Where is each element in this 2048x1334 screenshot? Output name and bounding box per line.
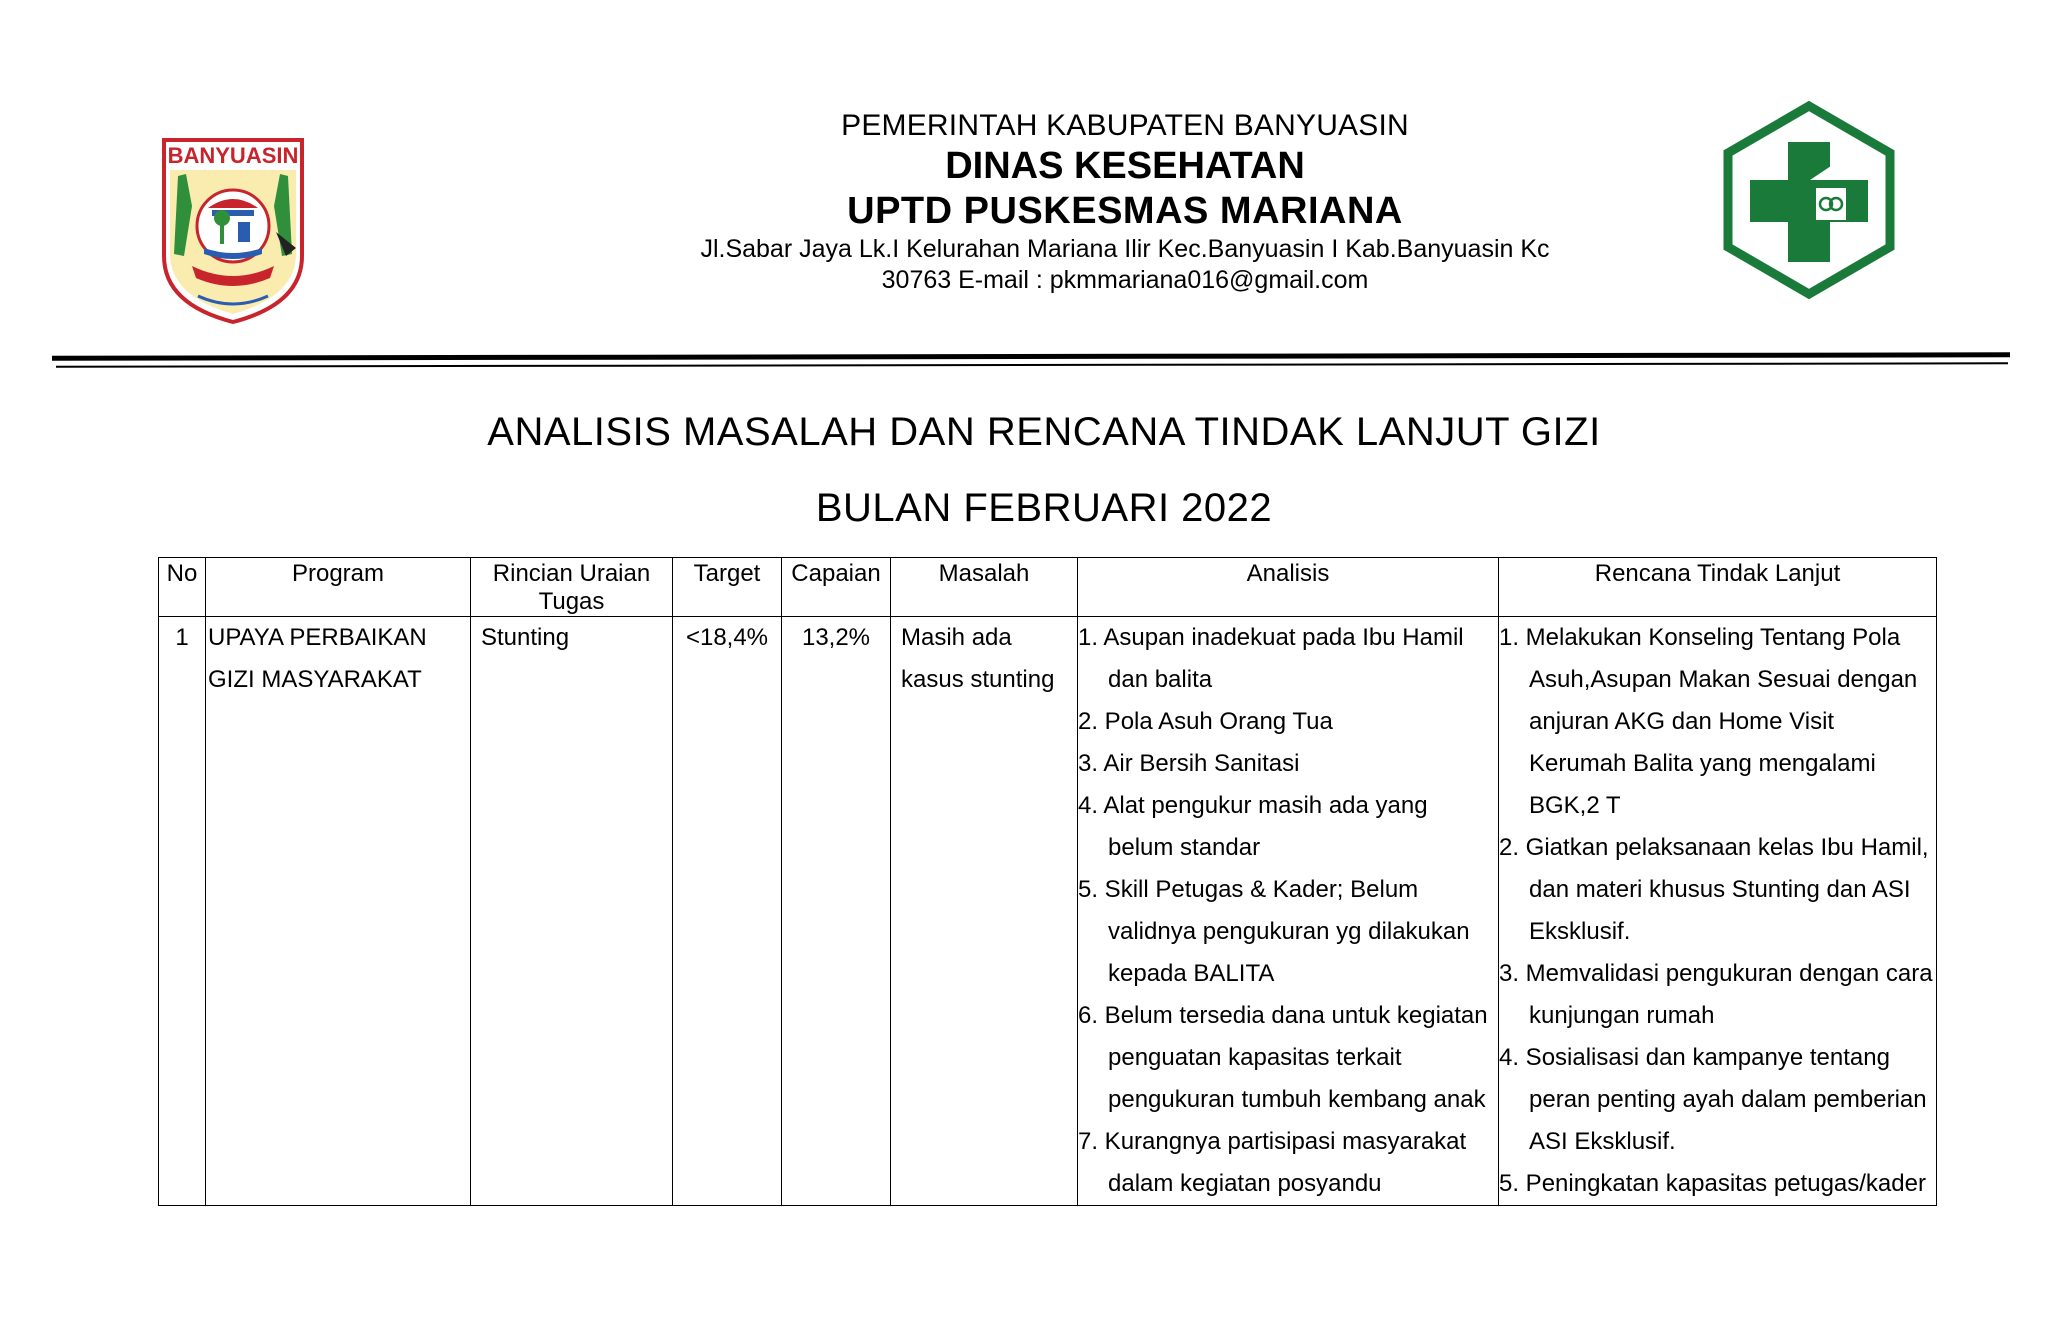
- document-title: ANALISIS MASALAH DAN RENCANA TINDAK LANJUT GIZI: [487, 410, 1601, 454]
- kemenkes-hexagon-logo: [1714, 100, 1904, 300]
- cell-program: UPAYA PERBAIKAN GIZI MASYARAKAT: [206, 617, 471, 1206]
- letterhead-rule-thick: [52, 352, 2010, 360]
- banyuasin-crest-logo: [158, 136, 308, 326]
- agency-name: DINAS KESEHATAN: [945, 145, 1305, 187]
- header-analisis: Analisis: [1078, 558, 1499, 617]
- header-target: Target: [673, 558, 782, 617]
- puskesmas-name: UPTD PUSKESMAS MARIANA: [847, 190, 1403, 232]
- cell-target: <18,4%: [673, 617, 782, 1206]
- header-no: No: [159, 558, 206, 617]
- analysis-table: [158, 557, 1937, 1206]
- cell-analisis: [1078, 617, 1499, 1206]
- postal-email-line: 30763 E-mail : pkmmariana016@gmail.com: [881, 266, 1369, 294]
- document-subtitle: BULAN FEBRUARI 2022: [815, 486, 1273, 530]
- rencana-list: [1499, 617, 1936, 1205]
- analisis-list: [1078, 617, 1498, 1205]
- letterhead: [600, 108, 1650, 296]
- table-row: [159, 617, 1937, 1206]
- list-item: 3. Memvalidasi pengukuran dengan cara kunjungan rumah: [1499, 960, 1933, 1029]
- list-item: 1. Melakukan Konseling Tentang Pola Asuh,Asupan Makan Sesuai dengan anjuran AKG dan Home Visit Kerumah Balita yang mengalami BGK,2 T: [1499, 624, 1918, 819]
- svg-text:BANYUASIN: BANYUASIN: [167, 143, 299, 168]
- cell-rincian: Stunting: [471, 617, 673, 1206]
- list-item: 6. Belum tersedia dana untuk kegiatan penguatan kapasitas terkait pengukuran tumbuh kembang anak: [1078, 1002, 1488, 1113]
- cell-masalah: Masih ada kasus stunting: [891, 617, 1078, 1206]
- header-rincian: Rincian Uraian Tugas: [471, 558, 673, 617]
- header-capaian: Capaian: [782, 558, 891, 617]
- list-item: 4. Alat pengukur masih ada yang belum standar: [1078, 792, 1428, 861]
- address-line: Jl.Sabar Jaya Lk.I Kelurahan Mariana Ilir Kec.Banyuasin I Kab.Banyuasin Kc: [700, 235, 1550, 263]
- list-item: 5. Skill Petugas & Kader; Belum validnya pengukuran yg dilakukan kepada BALITA: [1078, 876, 1470, 987]
- cell-no: 1: [159, 617, 206, 1206]
- list-item: 2. Giatkan pelaksanaan kelas Ibu Hamil, dan materi khusus Stunting dan ASI Eksklusif.: [1499, 834, 1929, 945]
- cell-rencana: [1499, 617, 1937, 1206]
- list-item: 7. Kurangnya partisipasi masyarakat dalam kegiatan posyandu: [1078, 1128, 1467, 1197]
- government-name: PEMERINTAH KABUPATEN BANYUASIN: [841, 109, 1409, 142]
- header-program: Program: [206, 558, 471, 617]
- table-header-row: [159, 558, 1937, 617]
- list-item: 2. Pola Asuh Orang Tua: [1078, 708, 1333, 735]
- list-item: 5. Peningkatan kapasitas petugas/kader: [1499, 1170, 1926, 1197]
- header-rencana: Rencana Tindak Lanjut: [1499, 558, 1937, 617]
- list-item: 3. Air Bersih Sanitasi: [1078, 750, 1300, 777]
- header-masalah: Masalah: [891, 558, 1078, 617]
- cell-capaian: 13,2%: [782, 617, 891, 1206]
- list-item: 1. Asupan inadekuat pada Ibu Hamil dan balita: [1078, 624, 1464, 693]
- list-item: 4. Sosialisasi dan kampanye tentang peran penting ayah dalam pemberian ASI Eksklusif.: [1499, 1044, 1927, 1155]
- letterhead-rule-thin: [56, 362, 2008, 367]
